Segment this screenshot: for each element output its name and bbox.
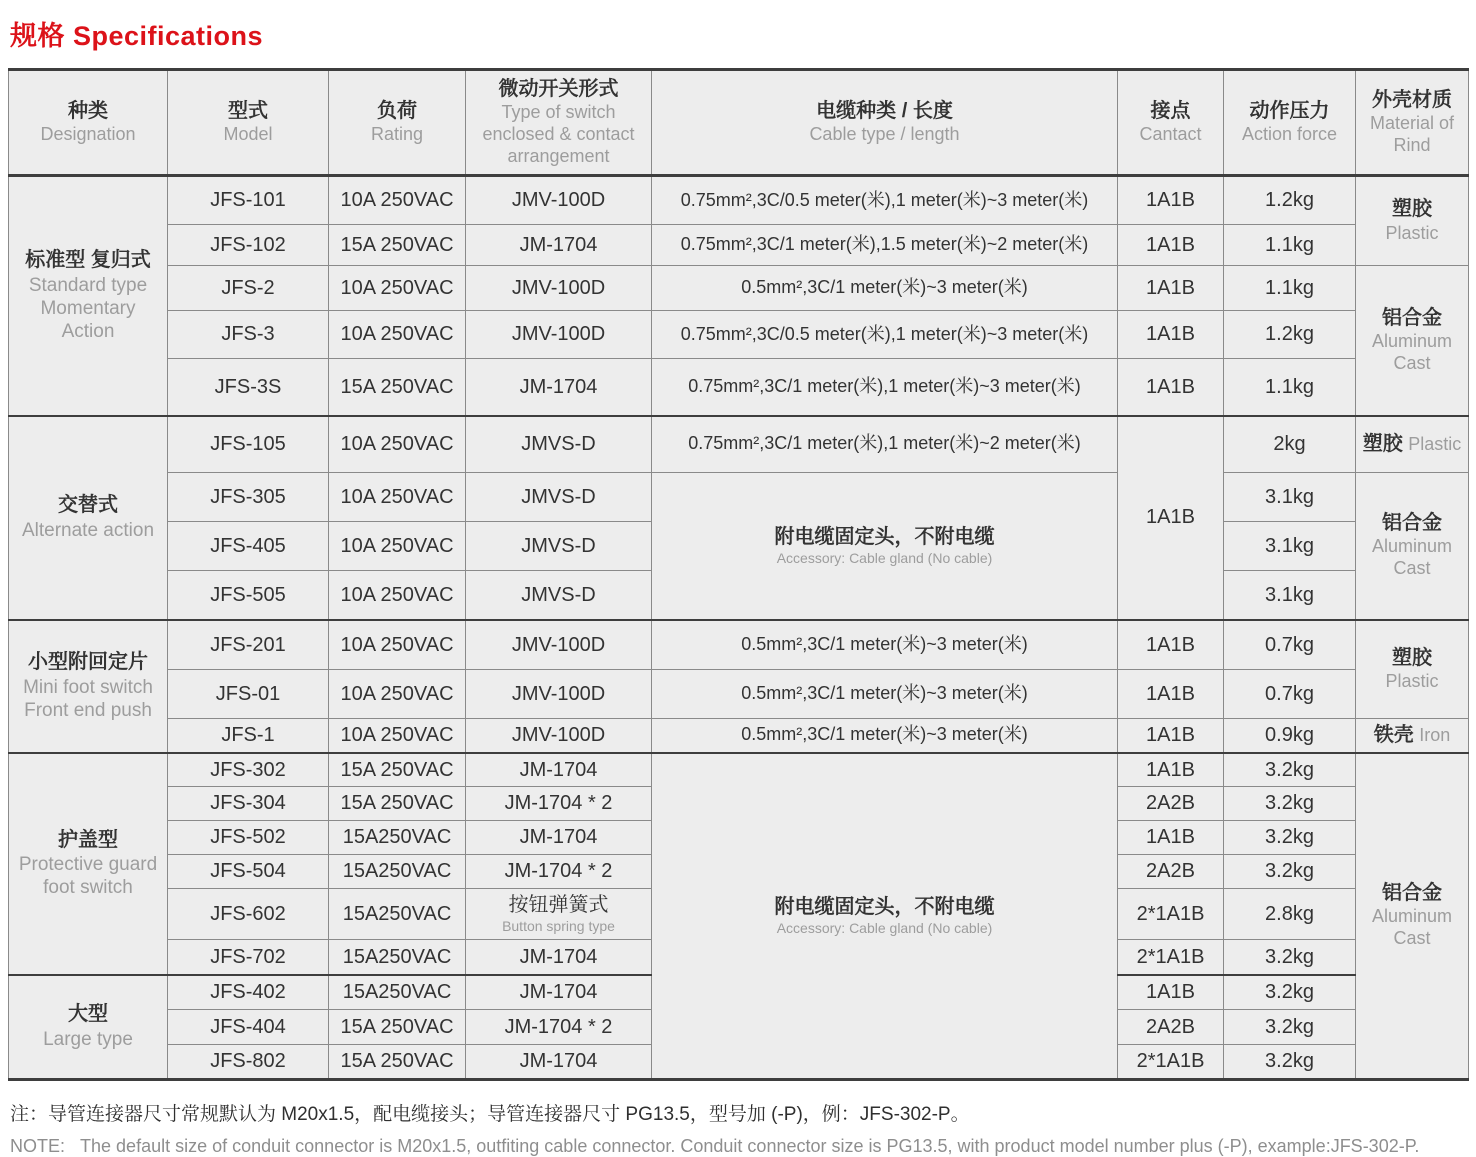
cell-cable: 0.75mm²,3C/0.5 meter(米),1 meter(米)~3 meter(米) <box>652 176 1118 225</box>
col-header-force: 动作压力 Action force <box>1224 70 1356 176</box>
cell-switch-type: JM-1704 * 2 <box>466 1010 652 1045</box>
cell-material-aluminum: 铝合金 Aluminum Cast <box>1356 266 1469 416</box>
cell-switch-type: JM-1704 <box>466 1045 652 1080</box>
cell-contact: 1A1B <box>1118 821 1224 855</box>
cell-model: JFS-1 <box>168 719 329 753</box>
cell-force: 2kg <box>1224 416 1356 473</box>
cell-switch-type: JMVS-D <box>466 416 652 473</box>
col-header-contact: 接点 Cantact <box>1118 70 1224 176</box>
cell-material-plastic: 塑胶 Plastic <box>1356 416 1469 473</box>
cell-model: JFS-802 <box>168 1045 329 1080</box>
cell-rating: 15A250VAC <box>329 940 466 975</box>
col-header-designation: 种类 Designation <box>9 70 168 176</box>
cell-rating: 15A 250VAC <box>329 225 466 266</box>
cell-force: 3.2kg <box>1224 855 1356 889</box>
table-row <box>9 473 1469 522</box>
cell-rating: 10A 250VAC <box>329 473 466 522</box>
cell-rating: 10A 250VAC <box>329 719 466 753</box>
cell-rating: 15A 250VAC <box>329 1010 466 1045</box>
cell-cable-gland: 附电缆固定头，不附电缆 Accessory: Cable gland (No cable) <box>652 753 1118 1080</box>
note-english-text: The default size of conduit connector is M20x1.5, outfiting cable connector. Conduit connector size is PG13.5, with product model number plus (-P), example:JFS-302-P. <box>80 1136 1420 1156</box>
cell-contact: 2A2B <box>1118 855 1224 889</box>
cell-model: JFS-2 <box>168 266 329 311</box>
cell-contact: 1A1B <box>1118 225 1224 266</box>
cell-model: JFS-702 <box>168 940 329 975</box>
cell-model: JFS-304 <box>168 787 329 821</box>
cell-force: 3.1kg <box>1224 473 1356 522</box>
cell-rating: 10A 250VAC <box>329 176 466 225</box>
cell-cable: 0.75mm²,3C/0.5 meter(米),1 meter(米)~3 meter(米) <box>652 311 1118 359</box>
cell-contact: 1A1B <box>1118 620 1224 670</box>
cell-switch-type: JMV-100D <box>466 670 652 719</box>
cell-switch-type: JM-1704 <box>466 753 652 787</box>
table-row <box>9 225 1469 266</box>
table-row <box>9 359 1469 416</box>
cell-rating: 15A 250VAC <box>329 1045 466 1080</box>
cell-rating: 10A 250VAC <box>329 266 466 311</box>
cell-rating: 10A 250VAC <box>329 416 466 473</box>
cell-switch-type: JM-1704 <box>466 359 652 416</box>
cell-material-aluminum: 铝合金 Aluminum Cast <box>1356 753 1469 1080</box>
cell-switch-type: JM-1704 * 2 <box>466 855 652 889</box>
col-header-rating: 负荷 Rating <box>329 70 466 176</box>
cell-contact: 2A2B <box>1118 1010 1224 1045</box>
cell-switch-type: JM-1704 <box>466 940 652 975</box>
cell-cable: 0.5mm²,3C/1 meter(米)~3 meter(米) <box>652 719 1118 753</box>
cell-contact: 1A1B <box>1118 719 1224 753</box>
cell-model: JFS-305 <box>168 473 329 522</box>
cell-switch-type: JMVS-D <box>466 522 652 571</box>
cell-model: JFS-3S <box>168 359 329 416</box>
cell-material-plastic: 塑胶 Plastic <box>1356 620 1469 719</box>
cell-switch-type: JMVS-D <box>466 571 652 620</box>
cell-model: JFS-201 <box>168 620 329 670</box>
table-row <box>9 670 1469 719</box>
cell-contact: 2*1A1B <box>1118 940 1224 975</box>
cell-contact: 1A1B <box>1118 266 1224 311</box>
cell-model: JFS-01 <box>168 670 329 719</box>
cell-rating: 10A 250VAC <box>329 311 466 359</box>
cell-model: JFS-101 <box>168 176 329 225</box>
footer-notes <box>10 1099 1468 1157</box>
group-designation-alternate: 交替式 Alternate action <box>9 416 168 620</box>
cell-contact: 2*1A1B <box>1118 889 1224 940</box>
col-header-switch-type: 微动开关形式 Type of switch enclosed & contact arrangement <box>466 70 652 176</box>
cell-force: 3.1kg <box>1224 522 1356 571</box>
cell-contact: 2A2B <box>1118 787 1224 821</box>
note-english <box>10 1136 1468 1157</box>
col-header-model: 型式 Model <box>168 70 329 176</box>
cell-cable: 0.75mm²,3C/1 meter(米),1 meter(米)~3 meter(米) <box>652 359 1118 416</box>
table-row <box>9 416 1469 473</box>
cell-force: 0.7kg <box>1224 670 1356 719</box>
group-designation-protective: 护盖型 Protective guard foot switch <box>9 753 168 975</box>
table-row <box>9 620 1469 670</box>
cell-force: 0.9kg <box>1224 719 1356 753</box>
cell-cable: 0.5mm²,3C/1 meter(米)~3 meter(米) <box>652 670 1118 719</box>
cell-model: JFS-505 <box>168 571 329 620</box>
cell-model: JFS-105 <box>168 416 329 473</box>
cell-rating: 15A 250VAC <box>329 787 466 821</box>
cell-contact: 1A1B <box>1118 416 1224 620</box>
cell-contact: 1A1B <box>1118 670 1224 719</box>
cell-switch-type: JM-1704 * 2 <box>466 787 652 821</box>
cell-rating: 15A 250VAC <box>329 359 466 416</box>
cell-force: 1.2kg <box>1224 311 1356 359</box>
cell-cable: 0.5mm²,3C/1 meter(米)~3 meter(米) <box>652 266 1118 311</box>
cell-force: 3.2kg <box>1224 787 1356 821</box>
cell-switch-type: JMV-100D <box>466 266 652 311</box>
cell-cable: 0.5mm²,3C/1 meter(米)~3 meter(米) <box>652 620 1118 670</box>
cell-switch-type: JMVS-D <box>466 473 652 522</box>
cell-force: 1.2kg <box>1224 176 1356 225</box>
table-header-row <box>9 70 1469 176</box>
note-chinese: 注：导管连接器尺寸常规默认为 M20x1.5，配电缆接头；导管连接器尺寸 PG13.5，型号加 (-P)，例：JFS-302-P。 <box>10 1104 970 1125</box>
table-row <box>9 719 1469 753</box>
cell-model: JFS-302 <box>168 753 329 787</box>
specifications-table <box>8 68 1469 1081</box>
cell-model: JFS-504 <box>168 855 329 889</box>
cell-model: JFS-602 <box>168 889 329 940</box>
cell-rating: 10A 250VAC <box>329 571 466 620</box>
group-designation-standard: 标准型 复归式 Standard type Momentary Action <box>9 176 168 416</box>
cell-contact: 2*1A1B <box>1118 1045 1224 1080</box>
cell-force: 3.2kg <box>1224 753 1356 787</box>
cell-material-iron: 铁壳 Iron <box>1356 719 1469 753</box>
cell-switch-type: JMV-100D <box>466 620 652 670</box>
cell-force: 3.2kg <box>1224 1045 1356 1080</box>
cell-cable-gland: 附电缆固定头，不附电缆 Accessory: Cable gland (No cable) <box>652 473 1118 620</box>
cell-rating: 15A250VAC <box>329 889 466 940</box>
table-row <box>9 266 1469 311</box>
cell-material-aluminum: 铝合金 Aluminum Cast <box>1356 473 1469 620</box>
cell-force: 3.2kg <box>1224 821 1356 855</box>
table-row <box>9 753 1469 787</box>
cell-rating: 15A 250VAC <box>329 753 466 787</box>
cell-model: JFS-3 <box>168 311 329 359</box>
cell-rating: 15A250VAC <box>329 855 466 889</box>
cell-switch-type: 按钮弹簧式 Button spring type <box>466 889 652 940</box>
cell-cable: 0.75mm²,3C/1 meter(米),1.5 meter(米)~2 meter(米) <box>652 225 1118 266</box>
group-designation-mini: 小型附回定片 Mini foot switch Front end push <box>9 620 168 753</box>
cell-contact: 1A1B <box>1118 311 1224 359</box>
cell-model: JFS-405 <box>168 522 329 571</box>
col-header-cable: 电缆种类 / 长度 Cable type / length <box>652 70 1118 176</box>
cell-switch-type: JMV-100D <box>466 311 652 359</box>
page-title: 规格 Specifications <box>10 21 264 51</box>
cell-rating: 10A 250VAC <box>329 620 466 670</box>
table-row <box>9 311 1469 359</box>
cell-cable: 0.75mm²,3C/1 meter(米),1 meter(米)~2 meter(米) <box>652 416 1118 473</box>
cell-force: 3.2kg <box>1224 940 1356 975</box>
cell-switch-type: JMV-100D <box>466 176 652 225</box>
cell-switch-type: JM-1704 <box>466 225 652 266</box>
cell-rating: 10A 250VAC <box>329 522 466 571</box>
cell-contact: 1A1B <box>1118 359 1224 416</box>
cell-model: JFS-502 <box>168 821 329 855</box>
cell-force: 1.1kg <box>1224 359 1356 416</box>
cell-material-plastic: 塑胶 Plastic <box>1356 176 1469 266</box>
cell-force: 3.2kg <box>1224 1010 1356 1045</box>
cell-rating: 10A 250VAC <box>329 670 466 719</box>
cell-rating: 15A250VAC <box>329 975 466 1010</box>
cell-contact: 1A1B <box>1118 975 1224 1010</box>
table-row <box>9 176 1469 225</box>
cell-force: 3.2kg <box>1224 975 1356 1010</box>
cell-model: JFS-404 <box>168 1010 329 1045</box>
cell-contact: 1A1B <box>1118 176 1224 225</box>
cell-force: 2.8kg <box>1224 889 1356 940</box>
cell-model: JFS-102 <box>168 225 329 266</box>
cell-force: 1.1kg <box>1224 266 1356 311</box>
cell-switch-type: JM-1704 <box>466 975 652 1010</box>
cell-rating: 15A250VAC <box>329 821 466 855</box>
cell-switch-type: JMV-100D <box>466 719 652 753</box>
cell-force: 3.1kg <box>1224 571 1356 620</box>
cell-force: 1.1kg <box>1224 225 1356 266</box>
cell-contact: 1A1B <box>1118 753 1224 787</box>
cell-force: 0.7kg <box>1224 620 1356 670</box>
cell-model: JFS-402 <box>168 975 329 1010</box>
col-header-material: 外壳材质 Material of Rind <box>1356 70 1469 176</box>
note-english-label: NOTE: <box>10 1136 66 1156</box>
group-designation-large: 大型 Large type <box>9 975 168 1080</box>
cell-switch-type: JM-1704 <box>466 821 652 855</box>
